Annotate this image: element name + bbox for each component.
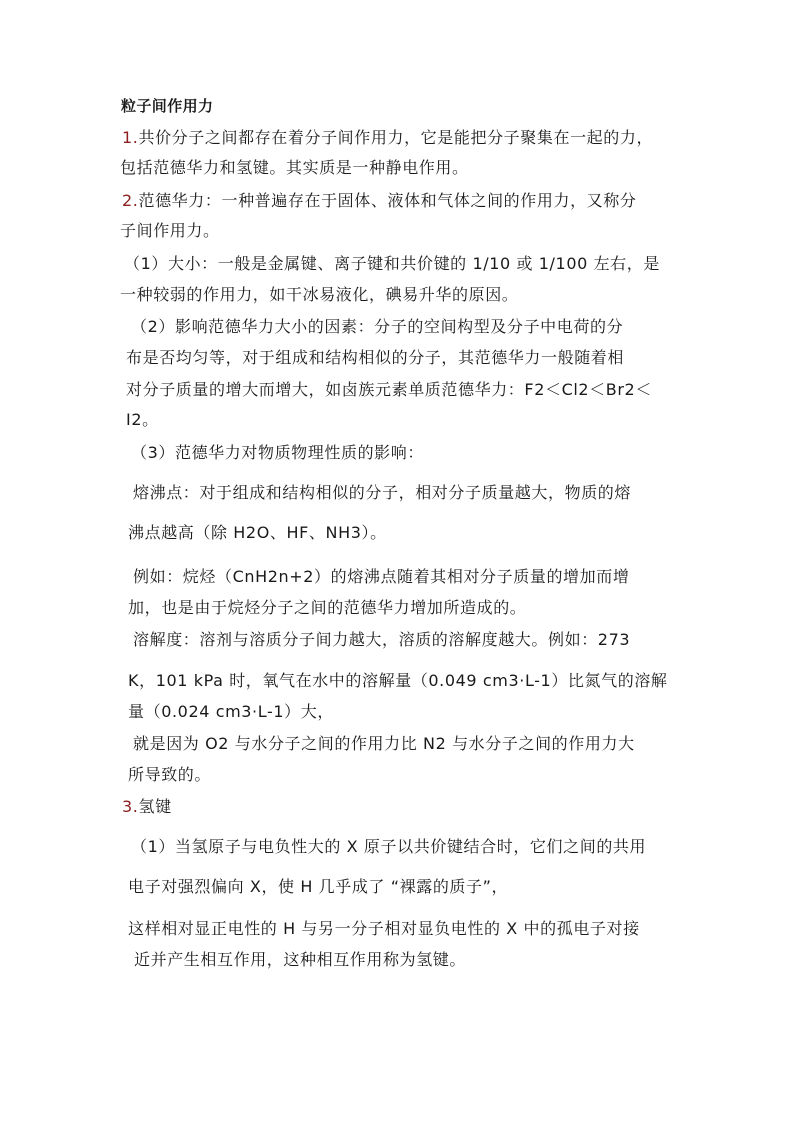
paragraph-1-number: 1.	[122, 128, 139, 147]
paragraph-1-line-1	[122, 127, 653, 149]
subsection-2-1-line-2: 一种较弱的作用力，如干冰易液化，碘易升华的原因。	[120, 285, 519, 304]
solubility-line-3: 量（0.024 cm3·L-1）大，	[128, 702, 334, 721]
paragraph-3-heading	[122, 796, 172, 818]
paragraph-3-number: 3.	[122, 797, 139, 816]
example-line-1: 例如：烷烃（CnH2n+2）的熔沸点随着其相对分子质量的增加而增	[133, 567, 630, 586]
subsection-2-2-line-1: （2）影响范德华力大小的因素：分子的空间构型及分子中电荷的分	[131, 317, 624, 336]
paragraph-1-text: 共价分子之间都存在着分子间作用力，它是能把分子聚集在一起的力，	[138, 128, 654, 147]
solubility-line-4: 就是因为 O2 与水分子之间的作用力比 N2 与水分子之间的作用力大	[133, 734, 635, 753]
subsection-2-2-line-3: 对分子质量的增大而增大，如卤族元素单质范德华力：F2＜Cl2＜Br2＜	[126, 380, 652, 399]
subsection-2-1-line-1: （1）大小：一般是金属键、离子键和共价键的 1/10 或 1/100 左右，是	[124, 254, 660, 273]
hydrogen-bond-line-1: （1）当氢原子与电负性大的 X 原子以共价键结合时，它们之间的共用	[131, 837, 647, 856]
paragraph-1-line-2: 包括范德华力和氢键。其实质是一种静电作用。	[120, 158, 469, 177]
solubility-line-1: 溶解度：溶剂与溶质分子间力越大，溶质的溶解度越大。例如：273	[133, 630, 631, 649]
paragraph-2-line-2: 子间作用力。	[120, 221, 220, 240]
example-line-2: 加，也是由于烷烃分子之间的范德华力增加所造成的。	[128, 598, 527, 617]
subsection-2-2-line-2: 布是否均匀等，对于组成和结构相似的分子，其范德华力一般随着相	[126, 348, 625, 367]
subsection-2-2-line-4: I2。	[126, 410, 159, 429]
hydrogen-bond-line-4: 近并产生相互作用，这种相互作用称为氢键。	[134, 950, 467, 969]
melting-point-line-1: 熔沸点：对于组成和结构相似的分子，相对分子质量越大，物质的熔	[133, 483, 632, 502]
paragraph-2-number: 2.	[122, 191, 139, 210]
paragraph-2-text: 范德华力：一种普遍存在于固体、液体和气体之间的作用力，又称分	[138, 191, 637, 210]
subsection-2-3-line-1: （3）范德华力对物质物理性质的影响：	[131, 443, 424, 462]
solubility-line-2: K，101 kPa 时，氧气在水中的溶解量（0.049 cm3·L-1）比氮气的溶解	[128, 671, 668, 690]
page-title: 粒子间作用力	[121, 97, 214, 115]
hydrogen-bond-line-2: 电子对强烈偏向 X，使 H 几乎成了 “裸露的质子”，	[128, 877, 509, 896]
paragraph-2-line-1	[122, 190, 636, 212]
melting-point-line-2: 沸点越高（除 H2O、HF、NH3）。	[128, 523, 387, 542]
solubility-line-5: 所导致的。	[128, 765, 212, 784]
hydrogen-bond-line-3: 这样相对显正电性的 H 与另一分子相对显负电性的 X 中的孤电子对接	[128, 919, 640, 938]
paragraph-3-label: 氢键	[138, 797, 172, 816]
